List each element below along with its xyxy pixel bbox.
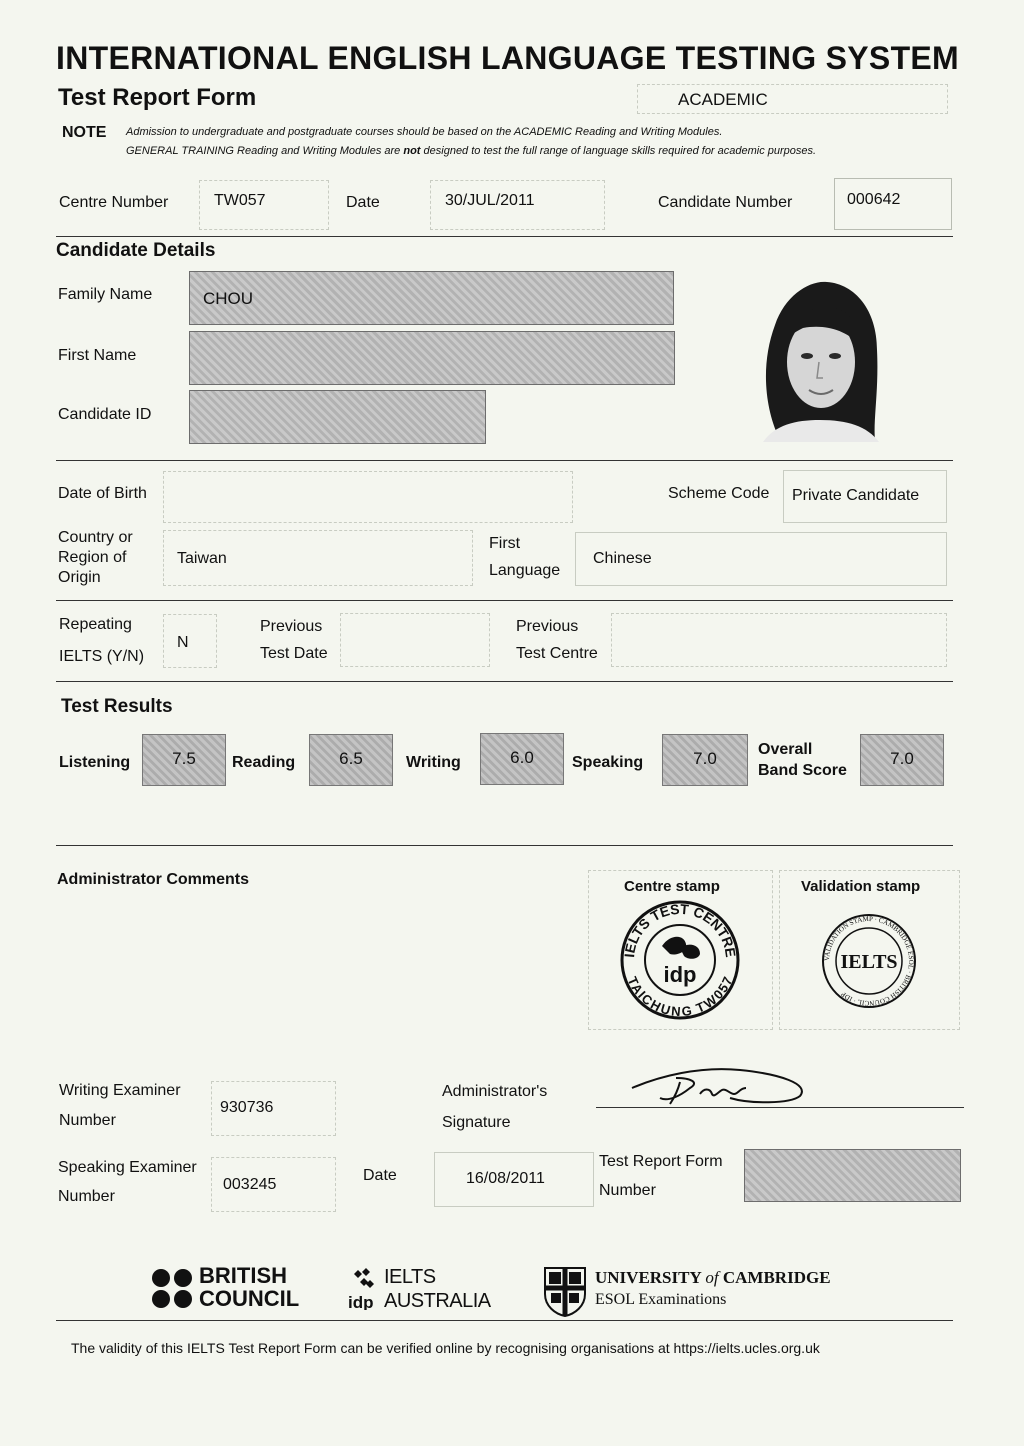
signature-line — [596, 1107, 964, 1108]
first-language-value: Chinese — [593, 550, 652, 567]
ielts-australia-line-1: IELTS — [384, 1266, 436, 1288]
prev-date-box — [340, 613, 490, 667]
prev-date-label-1: Previous — [260, 618, 323, 635]
note-line-2a: GENERAL TRAINING Reading and Writing Modules are — [126, 145, 404, 157]
candidate-number-label: Candidate Number — [658, 194, 793, 211]
divider-3 — [56, 600, 953, 601]
admin-signature-label-2: Signature — [442, 1114, 511, 1131]
family-name-label: Family Name — [58, 286, 153, 303]
centre-stamp — [618, 898, 742, 1022]
speaking-score: 7.0 — [662, 734, 748, 786]
test-results-title: Test Results — [61, 696, 173, 717]
form-subtitle: Test Report Form — [58, 84, 257, 111]
centre-number-value: TW057 — [214, 192, 266, 209]
cambridge-line-1 — [595, 1268, 831, 1288]
candidate-details-title: Candidate Details — [56, 240, 216, 261]
candidate-id-label: Candidate ID — [58, 406, 152, 423]
note-line-2c: designed to test the full range of language skills required for academic purposes. — [420, 145, 817, 157]
note-line-2 — [126, 145, 816, 157]
validation-stamp — [820, 912, 918, 1010]
ielts-australia-line-2: AUSTRALIA — [384, 1290, 491, 1312]
note-line-2-not: not — [403, 145, 421, 157]
speaking-examiner-box — [211, 1157, 336, 1212]
british-council-dots-icon — [150, 1268, 196, 1310]
repeating-box — [163, 614, 217, 668]
speaking-examiner-label-2: Number — [58, 1188, 115, 1205]
cambridge-line-1c: CAMBRIDGE — [718, 1268, 831, 1287]
module-box — [637, 84, 948, 114]
country-value: Taiwan — [177, 550, 227, 567]
first-language-label-2: Language — [489, 562, 561, 579]
cambridge-line-1b: of — [705, 1268, 719, 1287]
overall-score: 7.0 — [860, 734, 944, 786]
writing-examiner-label-1: Writing Examiner — [59, 1082, 181, 1099]
date-label: Date — [346, 194, 380, 211]
first-name-redacted — [189, 331, 675, 385]
trf-label-2: Number — [599, 1182, 656, 1199]
scheme-code-label: Scheme Code — [668, 485, 770, 502]
centre-stamp-top-text: IELTS TEST CENTRE — [621, 900, 740, 959]
note-line-1: Admission to undergraduate and postgraduate courses should be based on the ACADEMIC Reading and Writing Modules. — [126, 126, 723, 138]
trf-number-redacted — [744, 1149, 961, 1202]
date-value: 30/JUL/2011 — [445, 192, 535, 209]
form-title: INTERNATIONAL ENGLISH LANGUAGE TESTING SYSTEM — [56, 40, 960, 76]
module-value: ACADEMIC — [678, 90, 768, 109]
listening-score: 7.5 — [142, 734, 226, 786]
writing-examiner-box — [211, 1081, 336, 1136]
repeating-value: N — [177, 634, 189, 651]
listening-label: Listening — [59, 754, 131, 771]
dob-label: Date of Birth — [58, 485, 147, 502]
cambridge-line-2: ESOL Examinations — [595, 1291, 727, 1308]
divider-4 — [56, 681, 953, 682]
candidate-id-redacted — [189, 390, 486, 444]
writing-label: Writing — [406, 754, 461, 771]
scheme-code-box — [783, 470, 947, 523]
reading-score: 6.5 — [309, 734, 393, 786]
british-council-line-1: BRITISH — [199, 1263, 287, 1288]
validation-stamp-center: IELTS — [840, 951, 898, 973]
country-label-1: Country or — [58, 529, 133, 546]
divider-2 — [56, 460, 953, 461]
reading-label: Reading — [232, 754, 296, 771]
ielts-australia-idp-text: idp — [348, 1293, 374, 1310]
first-name-label: First Name — [58, 347, 137, 364]
speaking-label: Speaking — [572, 754, 644, 771]
trf-label-1: Test Report Form — [599, 1153, 723, 1170]
divider-1 — [56, 236, 953, 237]
cambridge-line-1a: UNIVERSITY — [595, 1268, 706, 1287]
prev-date-label-2: Test Date — [260, 645, 328, 662]
writing-examiner-value: 930736 — [220, 1099, 274, 1116]
validation-stamp-ring-text: VALIDATION STAMP · CAMBRIDGE ESOL · BRITISH COUNCIL · IDP — [822, 914, 916, 1008]
admin-signature-label-1: Administrator's — [442, 1083, 548, 1100]
divider-6 — [56, 1320, 953, 1321]
overall-label-1: Overall — [758, 741, 813, 758]
centre-stamp-label: Centre stamp — [624, 878, 720, 895]
admin-date-box — [434, 1152, 594, 1207]
writing-score: 6.0 — [480, 733, 564, 785]
candidate-photo — [755, 270, 885, 442]
country-box — [163, 530, 473, 586]
speaking-examiner-label-1: Speaking Examiner — [58, 1159, 197, 1176]
validation-stamp-label: Validation stamp — [801, 878, 921, 895]
admin-date-label: Date — [363, 1167, 397, 1184]
centre-number-box — [199, 180, 329, 230]
date-box — [430, 180, 605, 230]
centre-number-label: Centre Number — [59, 194, 169, 211]
prev-centre-label-2: Test Centre — [516, 645, 598, 662]
centre-stamp-logo: idp — [663, 962, 697, 987]
administrator-signature — [620, 1058, 820, 1110]
candidate-number-value: 000642 — [847, 191, 901, 208]
scheme-code-value: Private Candidate — [792, 487, 920, 504]
admin-date-value: 16/08/2011 — [466, 1170, 545, 1187]
country-label-2: Region of — [58, 549, 127, 566]
british-council-line-2: COUNCIL — [199, 1286, 300, 1311]
candidate-number-box — [834, 178, 952, 230]
speaking-examiner-value: 003245 — [223, 1176, 277, 1193]
first-language-box — [575, 532, 947, 586]
repeating-label-2: IELTS (Y/N) — [59, 648, 145, 665]
admin-comments-label: Administrator Comments — [57, 871, 250, 888]
note-label: NOTE — [62, 124, 107, 141]
prev-centre-box — [611, 613, 947, 667]
validity-note: The validity of this IELTS Test Report Form can be verified online by recognising organisations at https://ielts.ucles.org.uk — [71, 1340, 820, 1356]
first-language-label-1: First — [489, 535, 521, 552]
ielts-australia-logo-icon — [348, 1266, 382, 1310]
family-name-value: CHOU — [203, 289, 254, 308]
prev-centre-label-1: Previous — [516, 618, 579, 635]
writing-examiner-label-2: Number — [59, 1112, 116, 1129]
country-label-3: Origin — [58, 569, 101, 586]
cambridge-shield-icon — [543, 1266, 587, 1318]
family-name-field — [189, 271, 674, 325]
centre-stamp-bottom-text: TAICHUNG TW057 — [624, 974, 736, 1020]
dob-box — [163, 471, 573, 523]
overall-label-2: Band Score — [758, 762, 847, 779]
repeating-label-1: Repeating — [59, 616, 132, 633]
divider-5 — [56, 845, 953, 846]
